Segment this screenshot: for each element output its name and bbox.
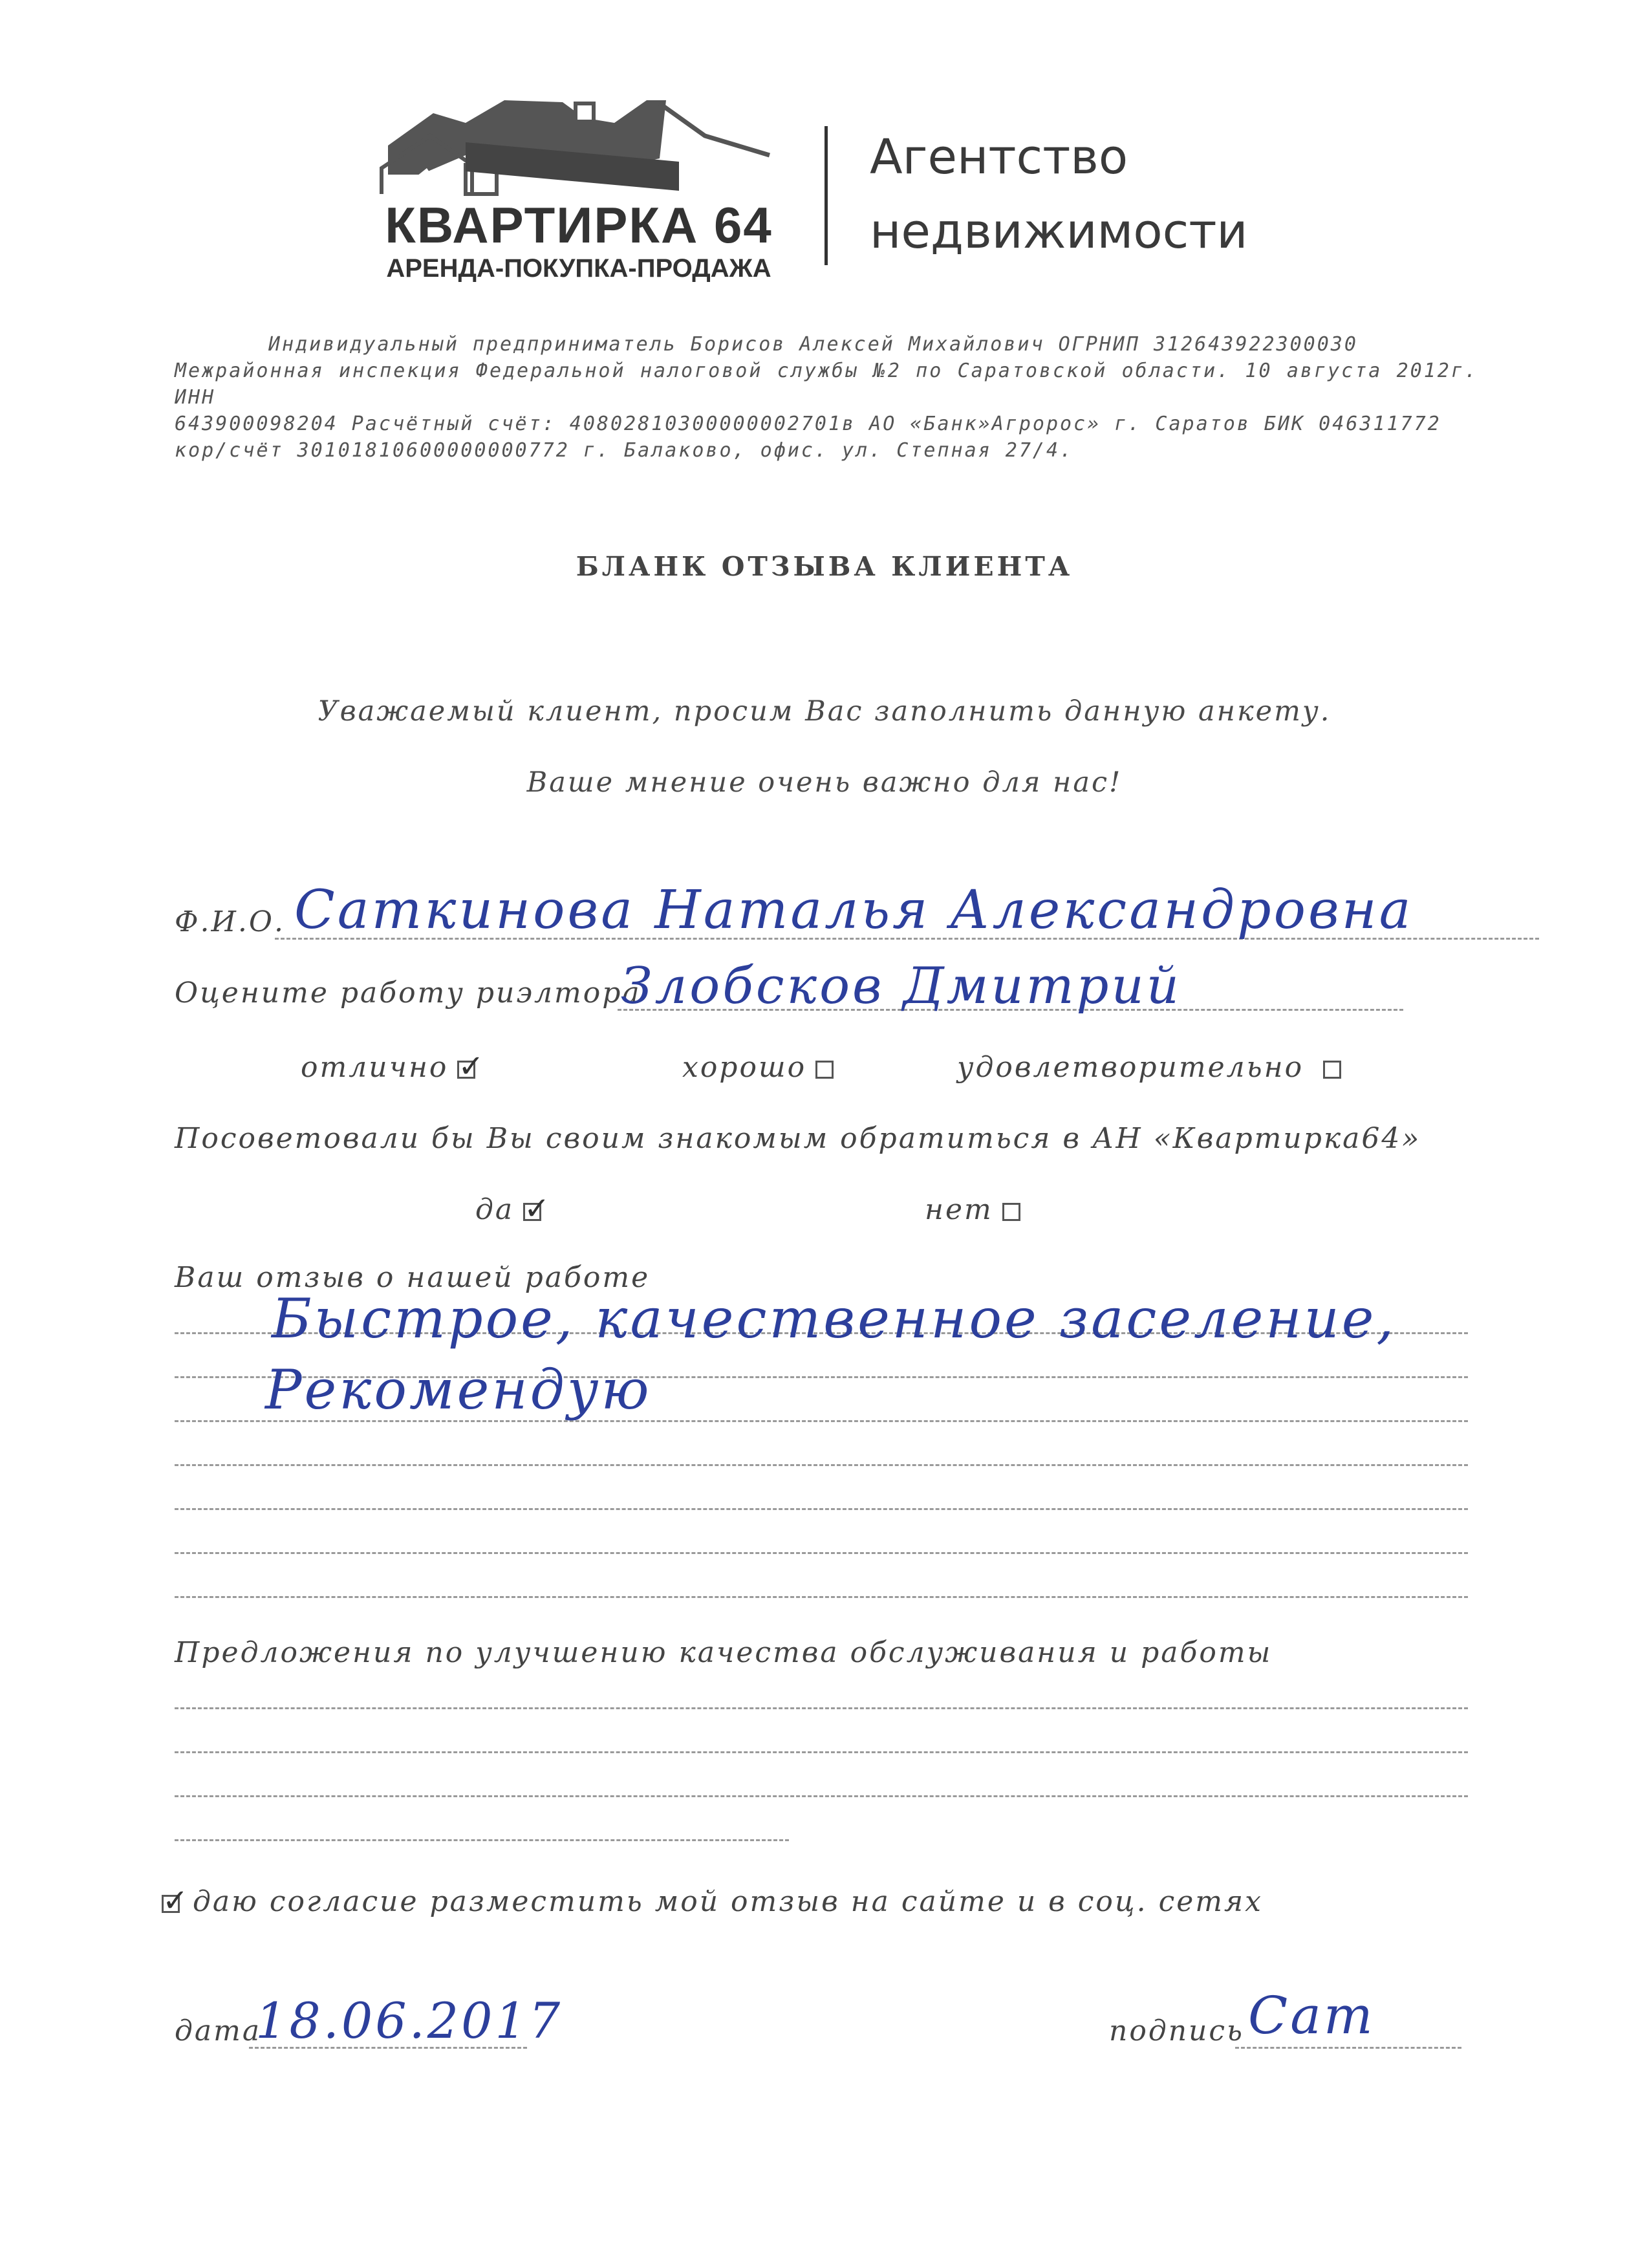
- consent-row[interactable]: [162, 1885, 1263, 1918]
- rating-satisfactory[interactable]: [957, 1051, 1341, 1084]
- recommend-yes-checkbox[interactable]: [523, 1203, 541, 1221]
- signature-label: подпись: [1109, 2014, 1244, 2047]
- signature-value[interactable]: Сат: [1248, 1985, 1375, 2046]
- recommend-yes-label: да: [475, 1193, 515, 1226]
- company-requisites: [175, 331, 1478, 464]
- rating-good-checkbox[interactable]: [815, 1061, 834, 1079]
- recommend-question: Посоветовали бы Вы своим знакомым обратиться в АН «Квартирка64»: [175, 1122, 1421, 1155]
- logo-divider: [824, 126, 828, 265]
- rating-excellent-checkbox[interactable]: [457, 1061, 475, 1079]
- review-line: [175, 1508, 1468, 1510]
- signature-line: [1235, 2047, 1461, 2049]
- realtor-label: Оцените работу риэлтора: [175, 977, 641, 1010]
- recommend-yes[interactable]: [475, 1193, 541, 1226]
- suggestions-label: Предложения по улучшению качества обслуживания и работы: [175, 1636, 1273, 1669]
- fio-label: Ф.И.О.: [175, 905, 285, 938]
- requisites-line: Индивидуальный предприниматель Борисов Алексей Михайлович ОГРНИП 312643922300030: [268, 333, 1358, 356]
- intro-text: Уважаемый клиент, просим Вас заполнить данную анкету.: [318, 695, 1331, 728]
- suggestions-line: [175, 1795, 1468, 1797]
- requisites-line: кор/счёт 30101810600000000772 г. Балаково, офис. ул. Степная 27/4.: [175, 439, 1074, 462]
- recommend-no-checkbox[interactable]: [1002, 1203, 1020, 1221]
- fio-value[interactable]: Саткинова Наталья Александровна: [294, 880, 1414, 941]
- agency-title-line2: недвижимости: [870, 204, 1248, 259]
- rating-good[interactable]: [682, 1051, 834, 1084]
- suggestions-line: [175, 1751, 1468, 1753]
- logo-name: КВАРТИРКА 64: [385, 197, 773, 254]
- review-line: [175, 1464, 1468, 1466]
- review-line: [175, 1552, 1468, 1554]
- intro-text-2: Ваше мнение очень важно для нас!: [526, 766, 1123, 799]
- recommend-no[interactable]: [925, 1193, 1020, 1226]
- form-title: БЛАНК ОТЗЫВА КЛИЕНТА: [576, 551, 1073, 582]
- review-text-line2[interactable]: Рекомендую: [265, 1358, 652, 1421]
- review-line: [175, 1596, 1468, 1598]
- review-text-line1[interactable]: Быстрое, качественное заселение,: [272, 1287, 1397, 1350]
- date-label: дата: [175, 2014, 262, 2047]
- consent-checkbox[interactable]: [162, 1895, 180, 1913]
- rating-satisfactory-checkbox[interactable]: [1323, 1061, 1341, 1079]
- realtor-value[interactable]: Злобсков Дмитрий: [621, 957, 1181, 1015]
- suggestions-line: [175, 1839, 789, 1841]
- agency-title-line1: Агентство: [870, 129, 1128, 185]
- recommend-no-label: нет: [925, 1193, 993, 1226]
- logo-tagline: АРЕНДА-ПОКУПКА-ПРОДАЖА: [386, 254, 771, 283]
- consent-label: даю согласие разместить мой отзыв на сайте и в соц. сетях: [193, 1885, 1263, 1918]
- rating-excellent[interactable]: [301, 1051, 475, 1084]
- rating-good-label: хорошо: [682, 1051, 807, 1084]
- rating-excellent-label: отлично: [301, 1051, 449, 1084]
- requisites-line: 643900098204 Расчётный счёт: 40802810300000002701в АО «Банк»Агророс» г. Саратов БИК 046311772: [175, 413, 1441, 435]
- rating-satisfactory-label: удовлетворительно: [957, 1051, 1304, 1084]
- house-roof-icon: [382, 100, 770, 194]
- review-label: Ваш отзыв о нашей работе: [175, 1261, 651, 1294]
- company-logo: [369, 97, 789, 285]
- date-value[interactable]: 18.06.2017: [255, 1992, 563, 2049]
- suggestions-line: [175, 1707, 1468, 1709]
- requisites-line: Межрайонная инспекция Федеральной налоговой службы №2 по Саратовской области. 10 августа 2012г. ИНН: [175, 360, 1478, 409]
